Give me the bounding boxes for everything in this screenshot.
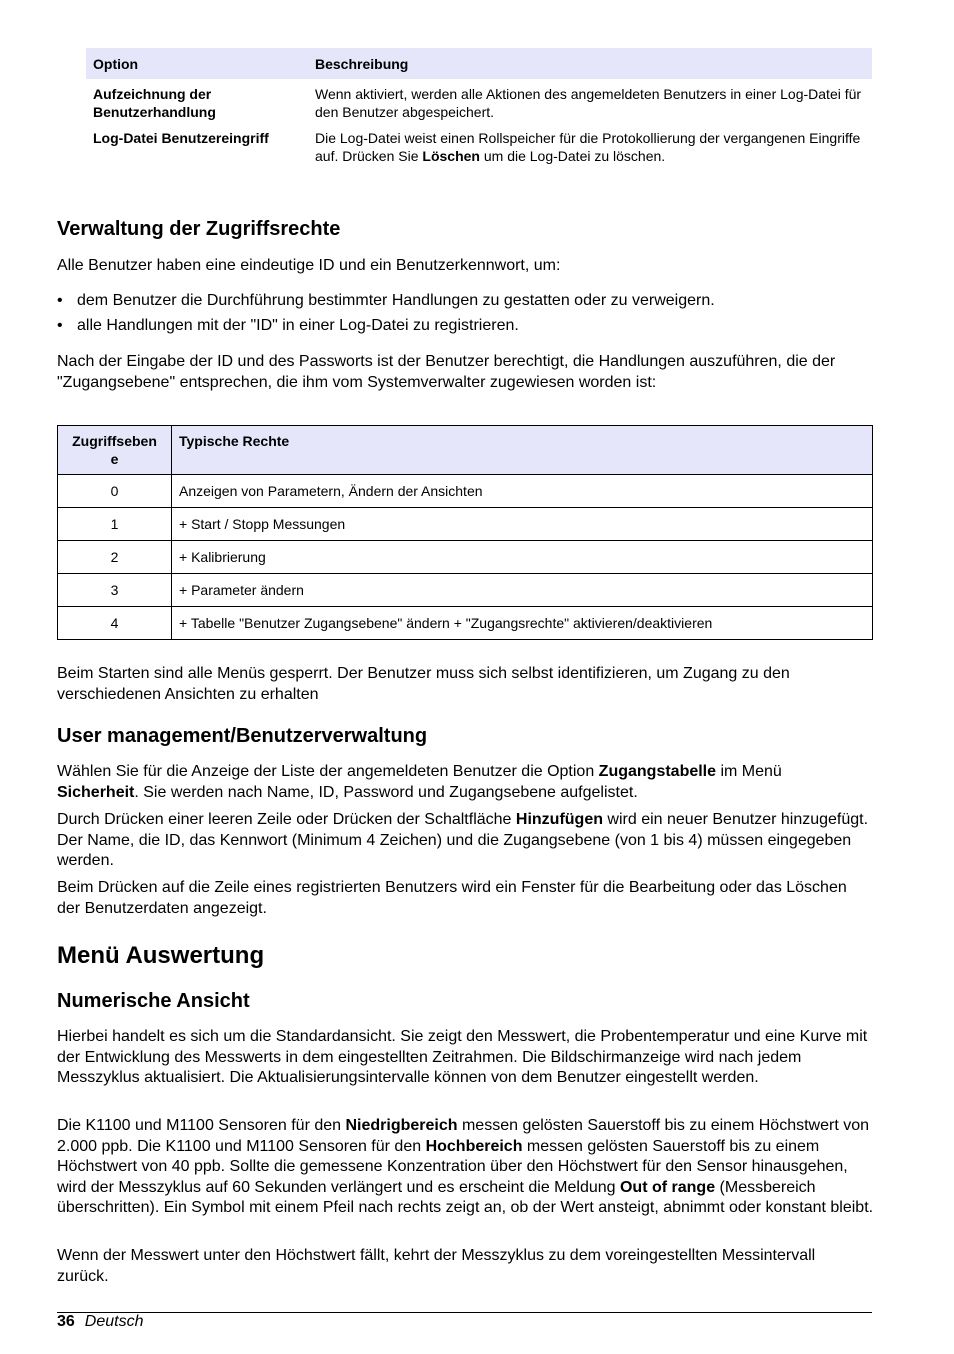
list-item	[57, 291, 715, 316]
paragraph: Beim Drücken auf die Zeile eines registrierten Benutzers wird ein Fenster für die Bearbeitung oder das Löschen der Benutzerdaten angezeigt.	[57, 879, 847, 917]
column-header-rights: Typische Rechte	[172, 426, 873, 475]
option-name: Aufzeichnung der Benutzerhandlung	[93, 86, 216, 120]
level-cell: 0	[58, 475, 172, 508]
text: Durch Drücken einer leeren Zeile oder Drücken der Schaltfläche	[57, 811, 516, 828]
text: Wählen Sie für die Anzeige der Liste der angemeldeten Benutzer die Option	[57, 763, 599, 780]
bold-term: Niedrigbereich	[345, 1117, 458, 1134]
text: Die K1100 und M1100 Sensoren für den	[57, 1117, 346, 1134]
paragraph: Hierbei handelt es sich um die Standardansicht. Sie zeigt den Messwert, die Probentemperatur und eine Kurve mit der Entwicklung des Messwerts in dem eingestellten Zeitrahmen. Die Bildschirmanzeige wird nach jedem Messzyklus aktualisiert. Die Aktualisierungsintervalle können von dem Benutzer eingestellt werden.	[57, 1028, 868, 1086]
text: messen gelösten Sauerstoff bis zu einem Höchstwert von 40 ppb. Sollte die gemessene Konzentration über den Höchstwert für den Sensor hinausgehen, wird der Messzyklus auf 60 Sekunden verlängert und es erscheint die Meldung	[57, 1137, 848, 1196]
bold-term: Hinzufügen	[515, 811, 603, 828]
text: messen gelösten Sauerstoff bis zu einem Höchstwert von 2.000 ppb. Die K1100 und M1100 Sensoren für den	[57, 1117, 869, 1155]
level-cell: 1	[58, 508, 172, 541]
bold-term: Out of range	[619, 1178, 716, 1196]
bold-term: Sicherheit	[57, 783, 135, 801]
page-number: 36	[57, 1313, 75, 1330]
options-table	[86, 48, 872, 167]
list-item-text: alle Handlungen mit der "ID" in einer Log-Datei zu registrieren.	[77, 316, 519, 334]
paragraph: Beim Starten sind alle Menüs gesperrt. Der Benutzer muss sich selbst identifizieren, um Zugang zu den verschiedenen Ansichten zu erhalten	[57, 665, 790, 703]
access-levels-table	[57, 425, 873, 640]
list-item	[57, 316, 715, 341]
bold-term: Löschen	[422, 148, 480, 164]
option-name: Log-Datei Benutzereingriff	[93, 130, 269, 146]
table-row	[58, 508, 873, 541]
table-row	[58, 475, 873, 508]
footer-language: Deutsch	[84, 1313, 144, 1330]
rights-cell: + Kalibrierung	[172, 541, 873, 574]
paragraph: Nach der Eingabe der ID und des Passworts ist der Benutzer berechtigt, die Handlungen auszuführen, die der "Zugangsebene" entsprechen, die ihm vom Systemverwalter zugewiesen worden ist:	[57, 353, 836, 391]
paragraph: Alle Benutzer haben eine eindeutige ID und ein Benutzerkennwort, um:	[57, 257, 561, 274]
table-row	[86, 79, 872, 123]
bullet-icon: •	[57, 316, 63, 334]
chapter-heading: Menü Auswertung	[57, 942, 265, 969]
bold-term: Hochbereich	[425, 1137, 523, 1155]
paragraph: Wenn der Messwert unter den Höchstwert fällt, kehrt der Messzyklus zu dem voreingestellten Messintervall zurück.	[57, 1247, 816, 1285]
text: im Menü	[716, 763, 782, 780]
rights-cell: + Start / Stopp Messungen	[172, 508, 873, 541]
options-table-header	[86, 48, 872, 79]
footer-divider	[57, 1312, 872, 1313]
access-table-header	[58, 426, 873, 475]
column-header-level: Zugriffseben e	[58, 426, 172, 475]
table-row	[86, 123, 872, 167]
option-description: Wenn aktiviert, werden alle Aktionen des angemeldeten Benutzers in einer Log-Datei für den Benutzer abgespeichert.	[315, 86, 862, 120]
section-heading-user-management: User management/Benutzerverwaltung	[57, 725, 428, 747]
level-cell: 4	[58, 607, 172, 640]
rights-cell: + Parameter ändern	[172, 574, 873, 607]
column-header-option: Option	[86, 48, 308, 79]
text: um die Log-Datei zu löschen.	[479, 148, 666, 164]
text: . Sie werden nach Name, ID, Password und Zugangsebene aufgelistet.	[134, 783, 638, 801]
table-row	[58, 541, 873, 574]
level-cell: 2	[58, 541, 172, 574]
bullet-icon: •	[57, 292, 63, 309]
level-cell: 3	[58, 574, 172, 607]
paragraph	[57, 1116, 877, 1219]
bullet-list	[57, 291, 715, 340]
paragraph	[57, 762, 847, 803]
paragraph	[57, 810, 872, 872]
list-item-text: dem Benutzer die Durchführung bestimmter Handlungen zu gestatten oder zu verweigern.	[77, 292, 715, 309]
rights-cell: + Tabelle "Benutzer Zugangsebene" ändern + "Zugangsrechte" aktivieren/deaktivieren	[172, 607, 873, 640]
page-footer	[57, 1313, 144, 1331]
text: wird ein neuer Benutzer hinzugefügt. Der Name, die ID, das Kennwort (Minimum 4 Zeichen) und die Zugangsebene (von 1 bis 4) müssen eingegeben werden.	[57, 811, 869, 869]
option-description	[308, 123, 872, 167]
text: Die Log-Datei weist einen Rollspeicher für die Protokollierung der vergangenen Eingriffe auf. Drücken Sie	[315, 130, 861, 164]
column-header-description: Beschreibung	[308, 48, 872, 79]
text: (Messbereich überschritten). Ein Symbol mit einem Pfeil nach rechts zeigt an, ob der Wert ansteigt, abnimmt oder konstant bleibt.	[57, 1178, 874, 1216]
section-heading-numeric-view: Numerische Ansicht	[57, 990, 250, 1012]
rights-cell: Anzeigen von Parametern, Ändern der Ansichten	[172, 475, 873, 508]
table-row	[58, 574, 873, 607]
bold-term: Zugangstabelle	[598, 763, 717, 780]
section-heading-access: Verwaltung der Zugriffsrechte	[57, 218, 341, 240]
table-row	[58, 607, 873, 640]
